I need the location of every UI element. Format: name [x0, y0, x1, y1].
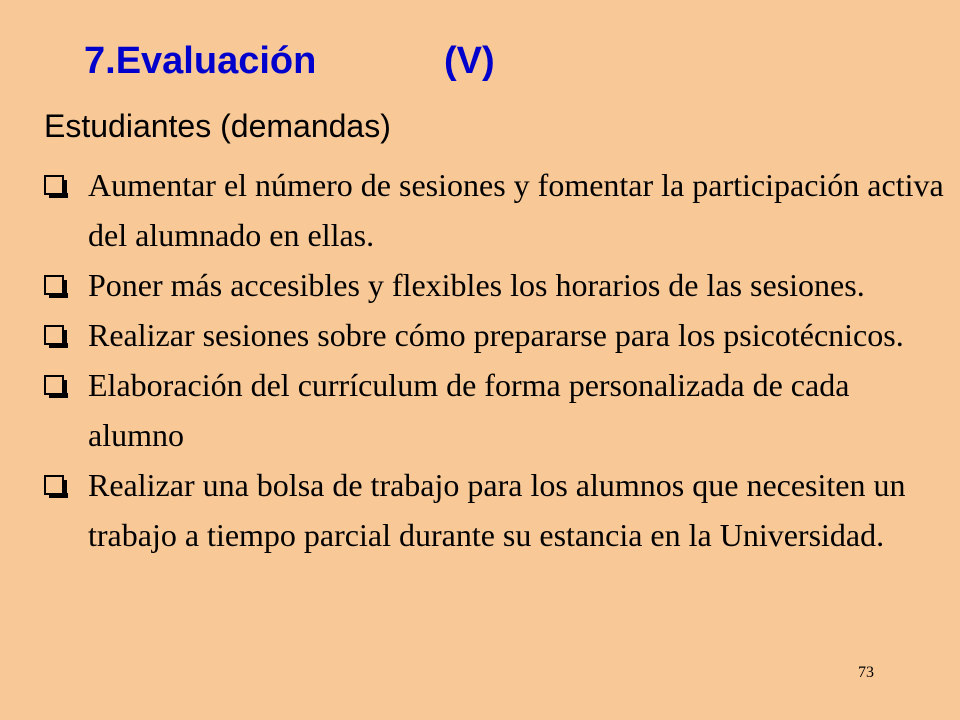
demands-list — [40, 160, 945, 560]
list-item-text: Realizar sesiones sobre cómo prepararse para los psicotécnicos. — [88, 317, 904, 353]
slide-title-part: (V) — [444, 40, 495, 82]
list-item-text: Realizar una bolsa de trabajo para los alumnos que necesiten un trabajo a tiempo parcial durante su estancia en la Universidad. — [88, 467, 906, 553]
list-item-text: Elaboración del currículum de forma personalizada de cada alumno — [88, 367, 850, 453]
list-item — [40, 360, 945, 460]
list-item-text: Poner más accesibles y flexibles los horarios de las sesiones. — [88, 267, 865, 303]
slide-title-text: 7.Evaluación — [84, 40, 317, 82]
list-item — [40, 260, 945, 310]
square-bullet-icon — [44, 375, 64, 395]
list-item — [40, 460, 945, 560]
square-bullet-icon — [44, 175, 64, 195]
square-bullet-icon — [44, 325, 64, 345]
square-bullet-icon — [44, 275, 64, 295]
slide-title — [84, 40, 495, 83]
section-heading: Estudiantes (demandas) — [44, 108, 391, 144]
page-number: 73 — [858, 664, 874, 681]
list-item — [40, 160, 945, 260]
list-item-text: Aumentar el número de sesiones y fomentar la participación activa del alumnado en ellas. — [88, 167, 944, 253]
list-item — [40, 310, 945, 360]
square-bullet-icon — [44, 475, 64, 495]
